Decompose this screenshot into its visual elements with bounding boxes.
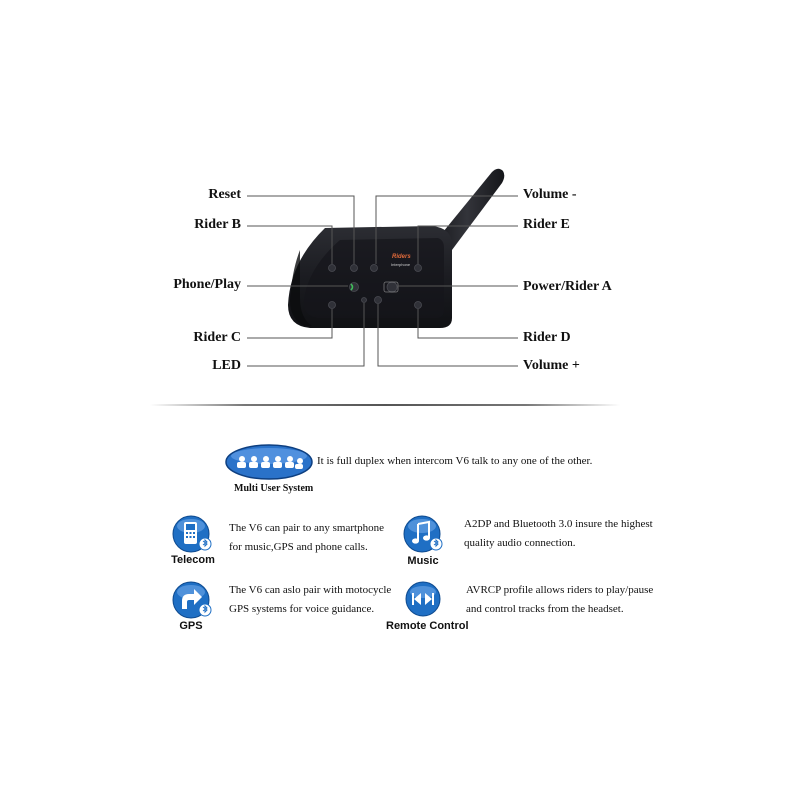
volume-minus-button <box>371 265 378 272</box>
multi-user-riders-icon <box>225 444 313 480</box>
led-light <box>362 298 367 303</box>
music-desc-line-2: quality audio connection. <box>464 537 576 549</box>
rider-d-button <box>415 302 422 309</box>
multi-user-description: It is full duplex when intercom V6 talk to any one of the other. <box>317 455 593 467</box>
music-desc-line-1: A2DP and Bluetooth 3.0 insure the highest <box>464 518 653 530</box>
phone-play-button <box>350 283 359 292</box>
label-reset: Reset <box>208 187 241 202</box>
remote-control-desc-line-1: AVRCP profile allows riders to play/pause <box>466 584 654 596</box>
telecom-desc-line-1: The V6 can pair to any smartphone <box>229 522 384 534</box>
rider-c-button <box>329 302 336 309</box>
section-divider <box>150 404 620 406</box>
telecom-bluetooth-icon <box>171 514 213 554</box>
label-led: LED <box>212 358 241 373</box>
reset-button <box>351 265 358 272</box>
label-power-rider-a: Power/Rider A <box>523 279 612 294</box>
label-rider-e: Rider E <box>523 217 570 232</box>
gps-desc-line-2: GPS systems for voice guidance. <box>229 603 375 615</box>
device-subtext: Interphone <box>391 262 411 267</box>
gps-bluetooth-icon <box>171 580 213 620</box>
label-phone-play: Phone/Play <box>173 277 241 292</box>
label-rider-d: Rider D <box>523 330 571 345</box>
power-rider-a-button <box>387 282 397 292</box>
music-bluetooth-icon <box>402 514 444 554</box>
multi-user-caption: Multi User System <box>234 483 314 494</box>
label-volume-plus: Volume + <box>523 358 580 373</box>
telecom-caption: Telecom <box>171 554 215 566</box>
label-rider-c: Rider C <box>193 330 241 345</box>
remote-control-desc-line-2: and control tracks from the headset. <box>466 603 624 615</box>
gps-desc-line-1: The V6 can aslo pair with motocycle <box>229 584 392 596</box>
rider-b-button <box>329 265 336 272</box>
remote-control-caption: Remote Control <box>386 620 469 632</box>
device-brand-text: Riders <box>392 254 411 260</box>
volume-plus-button <box>375 297 382 304</box>
rider-e-button <box>415 265 422 272</box>
gps-caption: GPS <box>179 620 203 632</box>
remote-control-icon <box>404 580 442 618</box>
label-volume-minus: Volume - <box>523 187 577 202</box>
music-caption: Music <box>407 555 439 567</box>
label-rider-b: Rider B <box>194 217 241 232</box>
telecom-desc-line-2: for music,GPS and phone calls. <box>229 541 368 553</box>
